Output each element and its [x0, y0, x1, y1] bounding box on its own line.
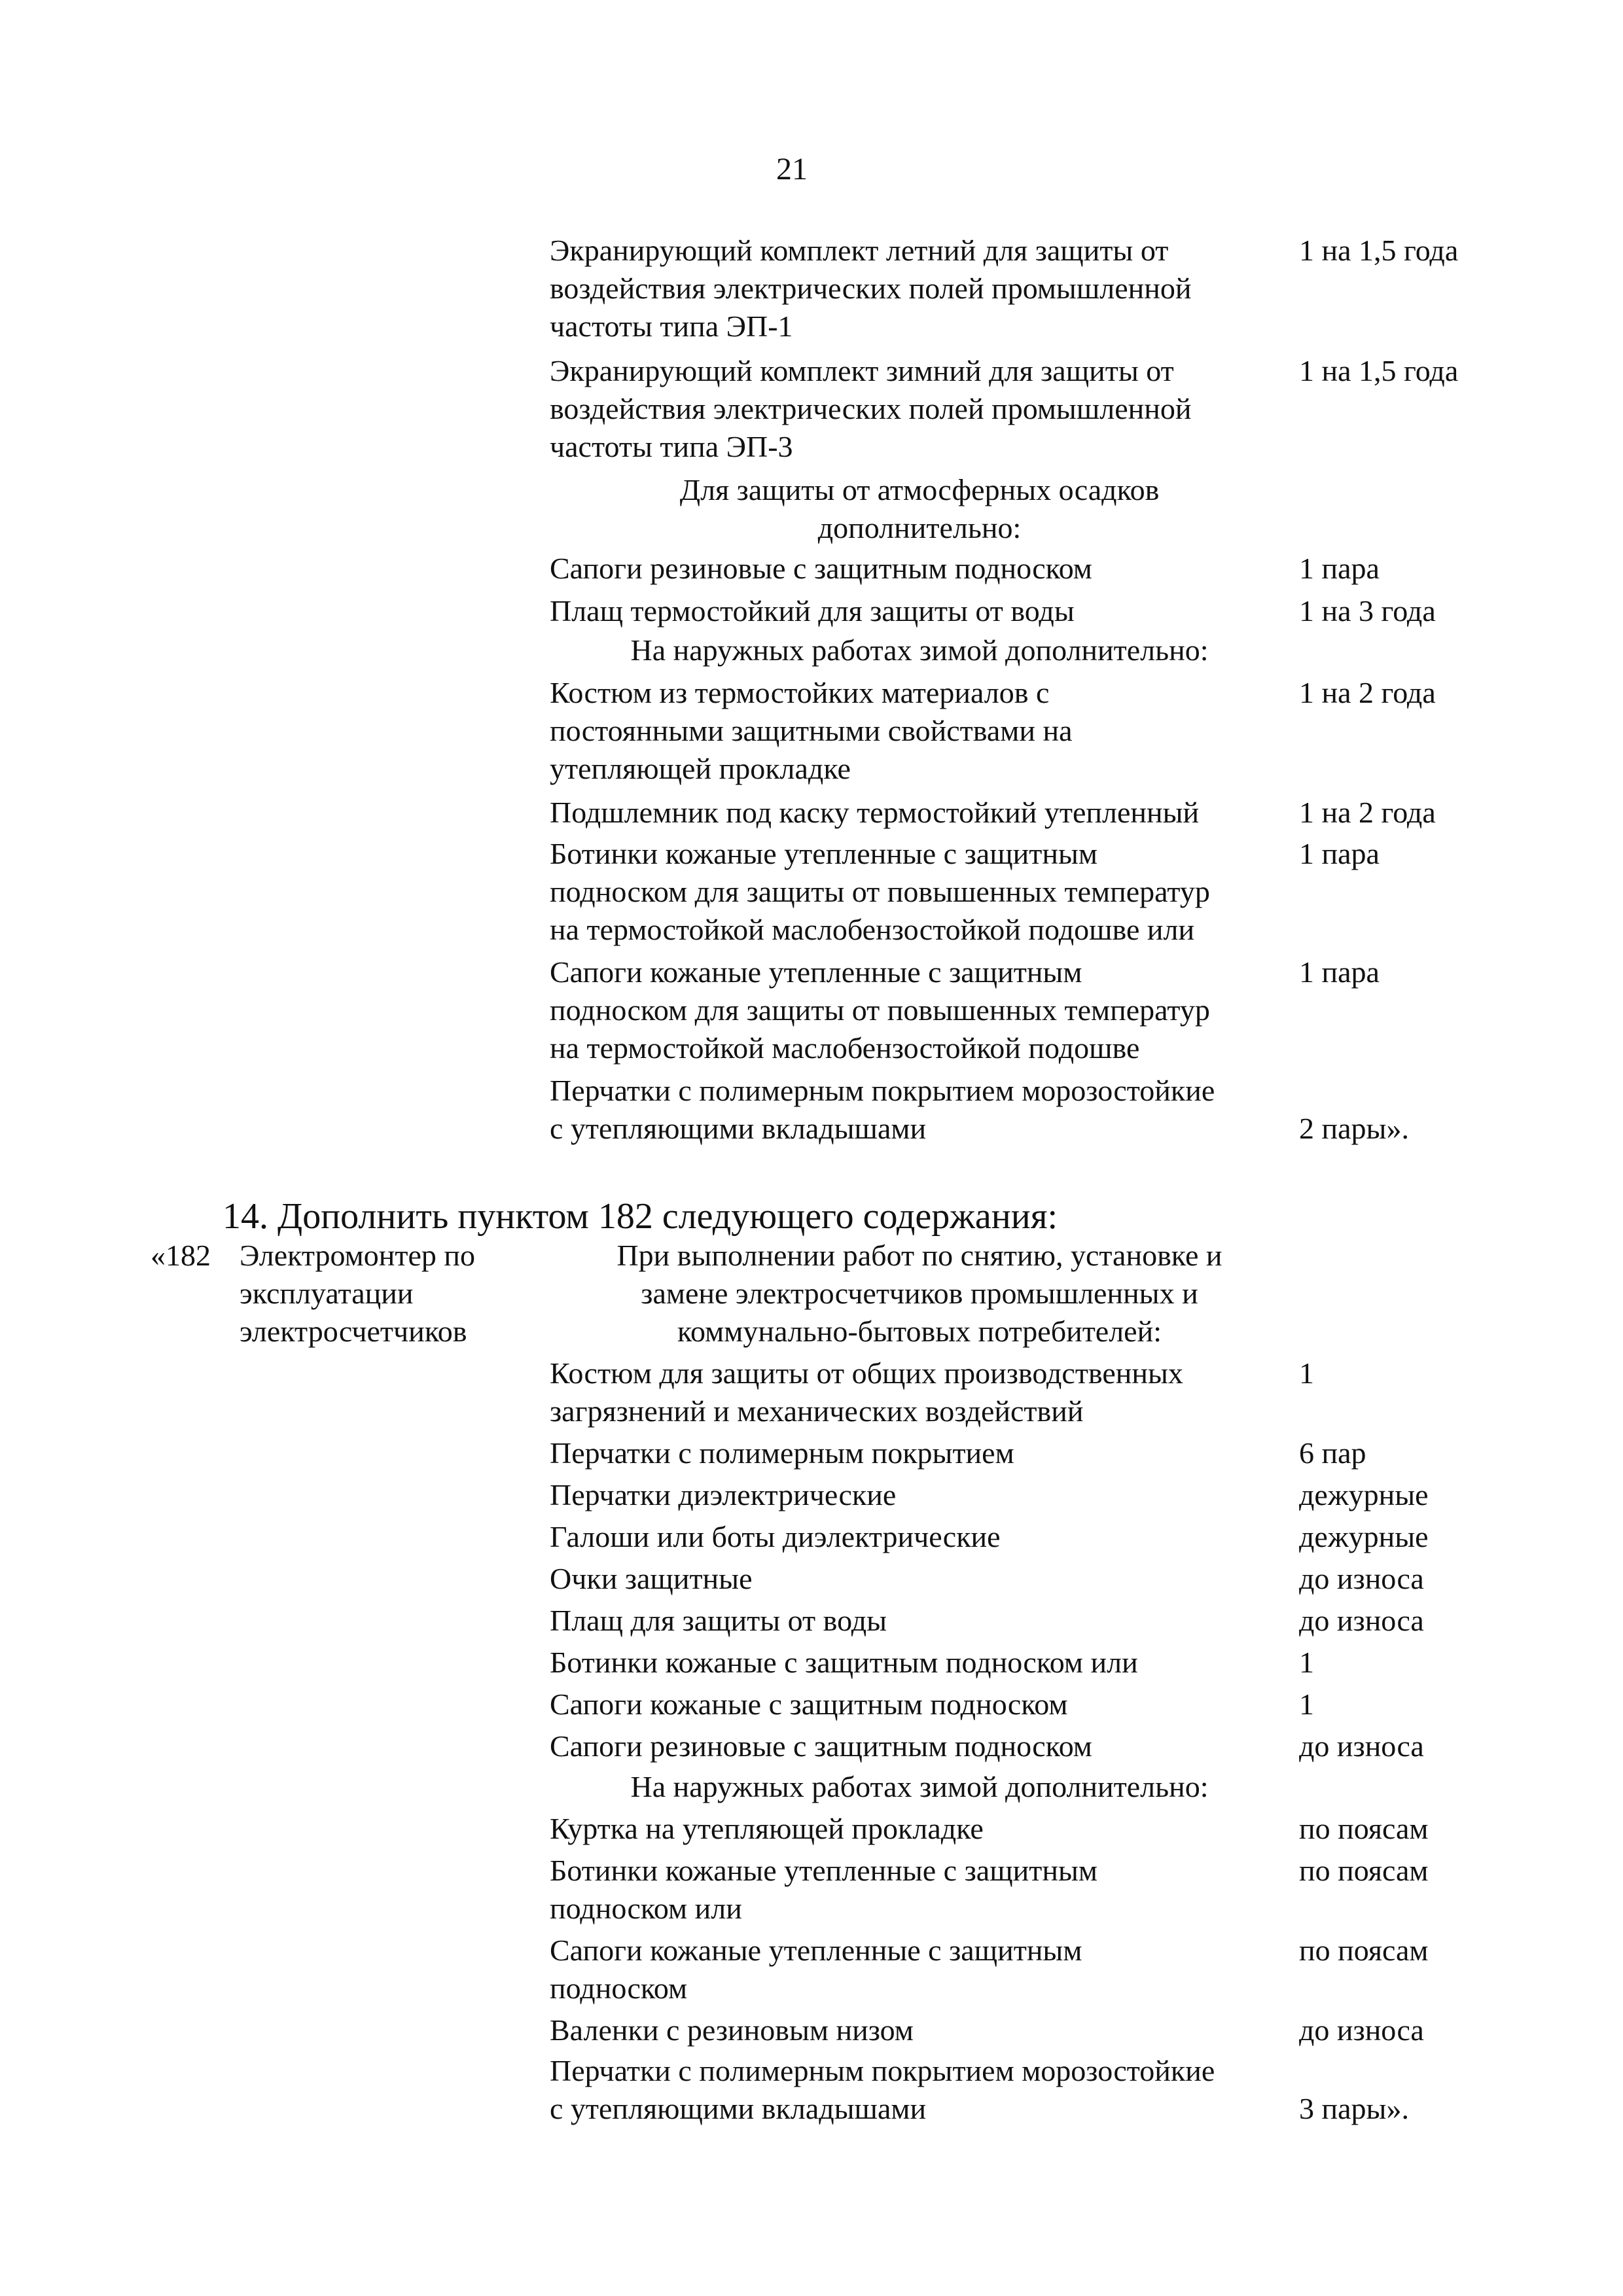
item-name: Костюм для защиты от общих производственных загрязнений и механических воздействий	[550, 1356, 1183, 1428]
page-number: 21	[776, 152, 808, 186]
item-norm: 1 пара	[1299, 955, 1380, 989]
work-condition: При выполнении работ по снятию, установке и замене электросчетчиков промышленных и коммунально-бытовых потребителей:	[616, 1239, 1222, 1348]
list-item	[550, 1434, 1289, 1472]
list-item	[550, 1518, 1289, 1556]
item-norm: 1 пара	[1299, 552, 1380, 585]
list-item	[550, 232, 1289, 345]
item-name: Валенки с резиновым низом	[550, 2013, 914, 2047]
item-name: Ботинки кожаные утепленные с защитным подноском для защиты от повышенных температур на термостойкой маслобензостойкой подошве или	[550, 837, 1210, 946]
item-norm: 6 пар	[1299, 1436, 1366, 1470]
item-name: Перчатки с полимерным покрытием морозостойкие с утепляющими вкладышами	[550, 1074, 1215, 1145]
item-name: Перчатки с полимерным покрытием	[550, 1436, 1014, 1470]
item-name: Экранирующий комплект зимний для защиты от воздействия электрических полей промышленной частоты типа ЭП-3	[550, 354, 1192, 463]
list-item	[550, 1686, 1289, 1723]
list-item	[550, 1560, 1289, 1598]
item-norm: до износа	[1299, 2013, 1424, 2047]
item-name: Сапоги резиновые с защитным подноском	[550, 1729, 1092, 1763]
list-item	[550, 1727, 1289, 1765]
item-norm: 2 пары».	[1299, 1112, 1409, 1145]
item-name: Плащ для защиты от воды	[550, 1604, 887, 1637]
item-name: Экранирующий комплект летний для защиты от воздействия электрических полей промышленной частоты типа ЭП-1	[550, 234, 1192, 343]
item-norm: 3 пары».	[1299, 2092, 1409, 2125]
item-name: Костюм из термостойких материалов с постоянными защитными свойствами на утепляющей прокладке	[550, 676, 1073, 785]
list-item	[550, 1476, 1289, 1514]
item-norm: 1 на 2 года	[1299, 796, 1436, 829]
item-norm: по поясам	[1299, 1934, 1429, 1967]
list-item	[550, 1354, 1289, 1430]
profession-name: Электромонтер по эксплуатации электросчетчиков	[240, 1239, 476, 1348]
item-name: Куртка на утепляющей прокладке	[550, 1812, 984, 1845]
list-item	[550, 794, 1289, 832]
list-item	[550, 2052, 1289, 2128]
item-name: Перчатки диэлектрические	[550, 1478, 897, 1511]
item-name: Очки защитные	[550, 1562, 753, 1595]
item-norm: 1 на 3 года	[1299, 594, 1436, 627]
list-item	[550, 592, 1289, 630]
item-name: Подшлемник под каску термостойкий утепленный	[550, 796, 1200, 829]
subheading-winter: На наружных работах зимой дополнительно:	[630, 1770, 1209, 1803]
list-item	[550, 1602, 1289, 1640]
item-norm: 1	[1299, 1646, 1314, 1679]
item-name: Ботинки кожаные утепленные с защитным подноском или	[550, 1854, 1097, 1925]
list-item	[550, 835, 1289, 949]
item-norm: до износа	[1299, 1729, 1424, 1763]
item-name: Перчатки с полимерным покрытием морозостойкие с утепляющими вкладышами	[550, 2054, 1215, 2125]
item-name: Сапоги кожаные утепленные с защитным подноском	[550, 1934, 1082, 2005]
list-item	[550, 1932, 1289, 2007]
list-item	[550, 674, 1289, 788]
item-name: Плащ термостойкий для защиты от воды	[550, 594, 1075, 627]
list-item	[550, 953, 1289, 1067]
item-norm: 1 на 1,5 года	[1299, 234, 1459, 267]
item-name: Сапоги резиновые с защитным подноском	[550, 552, 1092, 585]
item-norm: 1 пара	[1299, 837, 1380, 870]
list-item	[550, 550, 1289, 588]
item-norm: по поясам	[1299, 1812, 1429, 1845]
item-norm: 1	[1299, 1356, 1314, 1390]
item-name: Сапоги кожаные утепленные с защитным подноском для защиты от повышенных температур на термостойкой маслобензостойкой подошве	[550, 955, 1210, 1065]
item-norm: 1	[1299, 1687, 1314, 1721]
item-name: Сапоги кожаные с защитным подноском	[550, 1687, 1068, 1721]
clause-title: 14. Дополнить пунктом 182 следующего содержания:	[223, 1196, 1058, 1237]
item-norm: до износа	[1299, 1562, 1424, 1595]
list-item	[550, 2011, 1289, 2049]
list-item	[550, 1852, 1289, 1928]
list-item	[550, 1644, 1289, 1682]
item-norm: по поясам	[1299, 1854, 1429, 1887]
item-norm: до износа	[1299, 1604, 1424, 1637]
item-norm: дежурные	[1299, 1520, 1429, 1553]
item-name: Ботинки кожаные с защитным подноском или	[550, 1646, 1138, 1679]
list-item	[550, 352, 1289, 466]
item-norm: 1 на 2 года	[1299, 676, 1436, 709]
item-norm: 1 на 1,5 года	[1299, 354, 1459, 387]
item-name: Галоши или боты диэлектрические	[550, 1520, 1001, 1553]
subheading-precipitation: Для защиты от атмосферных осадков дополнительно:	[679, 473, 1160, 544]
list-item	[550, 1810, 1289, 1848]
item-norm: дежурные	[1299, 1478, 1429, 1511]
list-item	[550, 1072, 1289, 1148]
clause-number: «182	[151, 1239, 211, 1272]
subheading-winter: На наружных работах зимой дополнительно:	[630, 633, 1209, 667]
